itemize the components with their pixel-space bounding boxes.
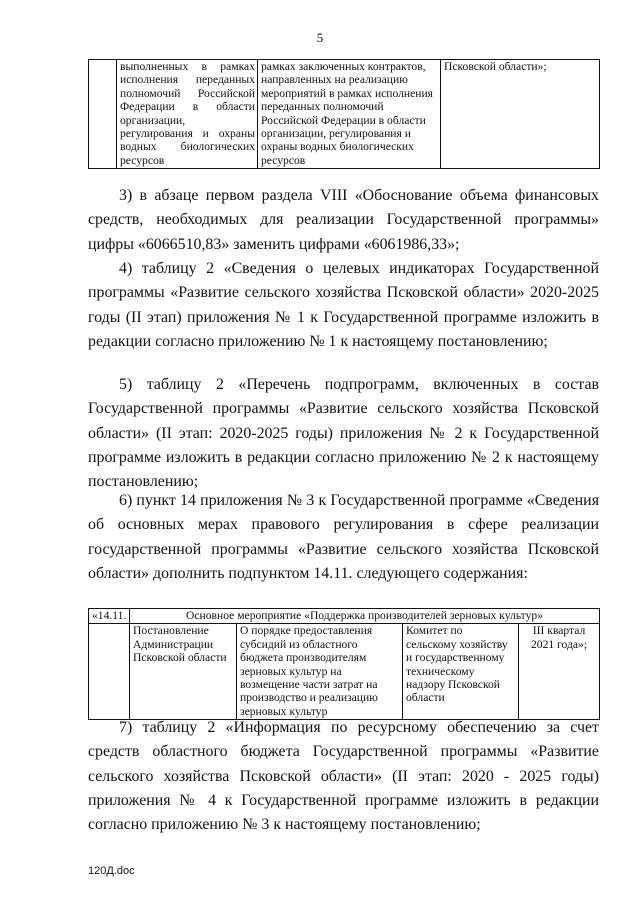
table-cell-empty xyxy=(89,624,130,720)
paragraph-6: 6) пункт 14 приложения № 3 к Государственной программе «Сведения об основных мерах правового регулирования в сфере реализации государственной программы «Развитие сельского хозяйства Псковской области» дополнить подпунктом 14.11. следующего содержания: xyxy=(88,492,599,582)
measure-table xyxy=(88,608,600,720)
table-cell-region: Псковской области»; xyxy=(441,60,600,169)
deadline-cell: III квартал 2021 года»; xyxy=(519,624,600,720)
table-row xyxy=(89,624,600,720)
executor-cell: Комитет по сельскому хозяйству и государственному техническому надзору Псковской области xyxy=(403,624,519,720)
item-number: «14.11. xyxy=(89,609,130,624)
page-number: 5 xyxy=(316,30,324,45)
file-name-footer: 120Д.doc xyxy=(88,865,135,877)
table-cell-activity: выполненных в рамках исполнения переданных полномочий Российской Федерации в области организации, регулирования и охраны водных биологических ресурсов xyxy=(117,60,258,169)
table-row xyxy=(89,60,600,169)
continuation-table xyxy=(88,59,600,169)
main-activity-heading: Основное мероприятие «Поддержка производителей зерновых культур» xyxy=(130,609,600,624)
description-cell: О порядке предоставления субсидий из областного бюджета производителям зерновых культур на возмещение части затрат на производство и реализацию зерновых культур xyxy=(237,624,403,720)
table-cell-empty xyxy=(89,60,117,169)
table-cell-description: рамках заключенных контрактов, направленных на реализацию мероприятий в рамках исполнения переданных полномочий Российской Федерации в области организации, регулирования и охраны водных биологических ресурсов xyxy=(258,60,441,169)
paragraph-4: 4) таблицу 2 «Сведения о целевых индикаторах Государственной программы «Развитие сельского хозяйства Псковской области» 2020-2025 годы (II этап) приложения № 1 к Государственной программе изложить в редакции согласно приложению № 1 к настоящему постановлению; xyxy=(88,260,599,350)
paragraph-3: 3) в абзаце первом раздела VIII «Обоснование объема финансовых средств, необходимых для реализации Государственной программы» цифры «6066510,83» заменить цифрами «6061986,33»; xyxy=(88,187,599,253)
paragraph-7: 7) таблицу 2 «Информация по ресурсному обеспечению за счет средств областного бюджета Государственной программы «Развитие сельского хозяйства Псковской области» (II этап: 2020 - 2025 годы) приложения № 4 к Государственной программе изложить в редакции согласно приложению № 3 к настоящему постановлению; xyxy=(88,719,599,834)
table-header-row xyxy=(89,609,600,624)
paragraph-5: 5) таблицу 2 «Перечень подпрограмм, включенных в состав Государственной программы «Развитие сельского хозяйства Псковской области» (II этап: 2020-2025 годы) приложения № 2 к Государственной программе изложить в редакции согласно приложению № 2 к настоящему постановлению; xyxy=(88,376,599,491)
document-type-cell: Постановление Администрации Псковской области xyxy=(130,624,237,720)
